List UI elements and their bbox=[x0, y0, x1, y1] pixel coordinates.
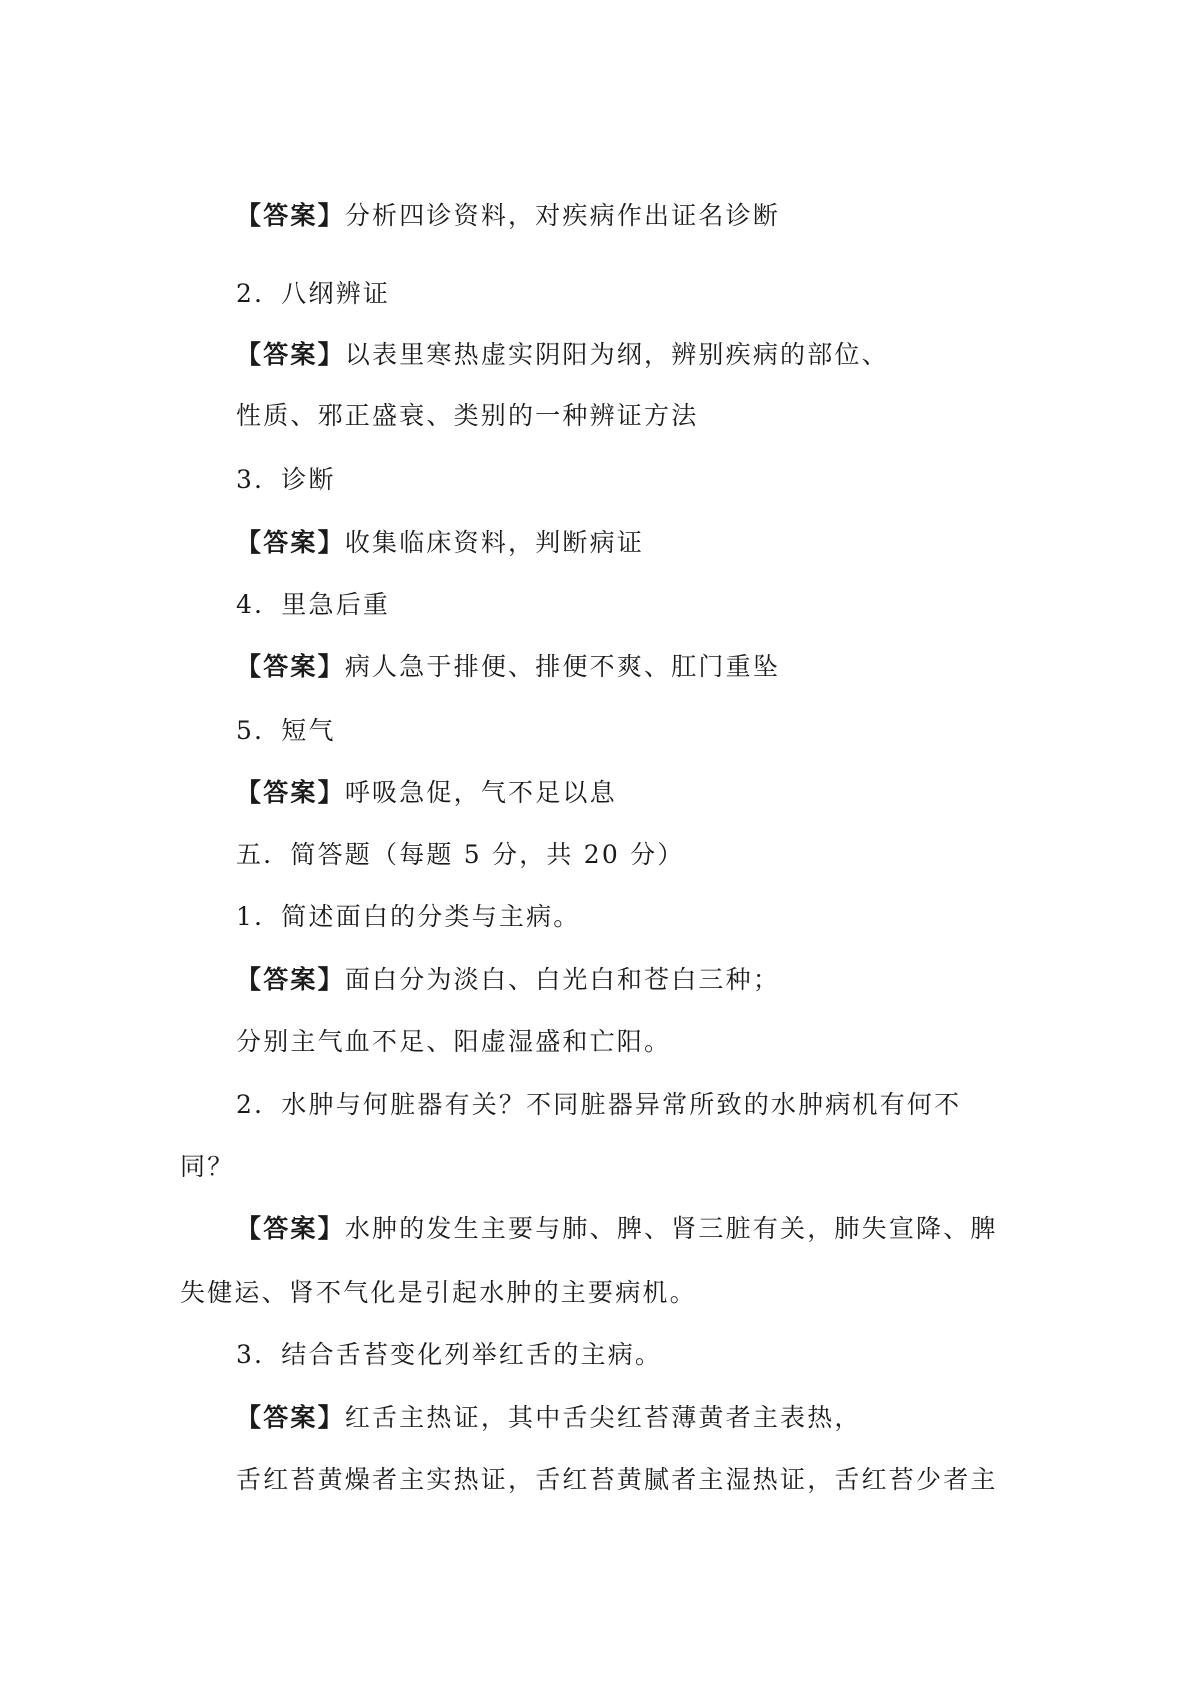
continuation-line bbox=[236, 1465, 998, 1495]
answer-text: 面白分为淡白、白光白和苍白三种； bbox=[344, 965, 781, 994]
section-heading-text: 五．简答题（每题 5 分，共 20 分） bbox=[236, 840, 685, 869]
answer-label: 【答案】 bbox=[236, 965, 345, 994]
answer-text: 病人急于排便、排便不爽、肛门重坠 bbox=[344, 652, 781, 681]
question-line bbox=[236, 716, 336, 746]
continuation-line bbox=[180, 1152, 234, 1182]
body-text: 同？ bbox=[180, 1152, 235, 1181]
question-line bbox=[236, 1090, 961, 1120]
question-line bbox=[236, 590, 390, 620]
answer-label: 【答案】 bbox=[236, 528, 345, 557]
question-text: 2．八纲辨证 bbox=[236, 279, 391, 308]
answer-label: 【答案】 bbox=[236, 340, 345, 369]
answer-text: 呼吸急促，气不足以息 bbox=[344, 778, 617, 807]
section-heading bbox=[236, 840, 685, 870]
answer-line bbox=[236, 340, 889, 370]
answer-line bbox=[236, 965, 780, 995]
continuation-line bbox=[236, 401, 698, 431]
answer-text: 分析四诊资料，对疾病作出证名诊断 bbox=[344, 201, 781, 230]
question-text: 3．结合舌苔变化列举红舌的主病。 bbox=[236, 1340, 663, 1369]
question-text: 3．诊断 bbox=[236, 465, 336, 494]
continuation-line bbox=[236, 1027, 671, 1057]
question-text: 2．水肿与何脏器有关？不同脏器异常所致的水肿病机有何不 bbox=[236, 1090, 962, 1119]
answer-text: 水肿的发生主要与肺、脾、肾三脏有关，肺失宣降、脾 bbox=[344, 1214, 998, 1243]
answer-label: 【答案】 bbox=[236, 652, 345, 681]
question-line bbox=[236, 465, 336, 495]
body-text: 失健运、肾不气化是引起水肿的主要病机。 bbox=[180, 1278, 697, 1307]
answer-line bbox=[236, 652, 780, 682]
answer-label: 【答案】 bbox=[236, 778, 345, 807]
answer-line bbox=[236, 1403, 862, 1433]
answer-label: 【答案】 bbox=[236, 1403, 345, 1432]
question-line bbox=[236, 902, 581, 932]
question-line bbox=[236, 1340, 662, 1370]
question-text: 4．里急后重 bbox=[236, 590, 391, 619]
body-text: 性质、邪正盛衰、类别的一种辨证方法 bbox=[236, 401, 699, 430]
answer-line bbox=[236, 1214, 998, 1244]
body-text: 舌红苔黄燥者主实热证，舌红苔黄腻者主湿热证，舌红苔少者主 bbox=[236, 1465, 998, 1494]
answer-line bbox=[236, 528, 644, 558]
continuation-line bbox=[180, 1278, 697, 1308]
question-text: 5．短气 bbox=[236, 716, 336, 745]
answer-line bbox=[236, 201, 780, 231]
answer-line bbox=[236, 778, 617, 808]
body-text: 分别主气血不足、阳虚湿盛和亡阳。 bbox=[236, 1027, 672, 1056]
answer-text: 红舌主热证，其中舌尖红苔薄黄者主表热， bbox=[344, 1403, 862, 1432]
question-text: 1．简述面白的分类与主病。 bbox=[236, 902, 581, 931]
answer-label: 【答案】 bbox=[236, 201, 345, 230]
question-line bbox=[236, 279, 390, 309]
answer-label: 【答案】 bbox=[236, 1214, 345, 1243]
answer-text: 以表里寒热虚实阴阳为纲，辨别疾病的部位、 bbox=[344, 340, 889, 369]
answer-text: 收集临床资料，判断病证 bbox=[344, 528, 645, 557]
